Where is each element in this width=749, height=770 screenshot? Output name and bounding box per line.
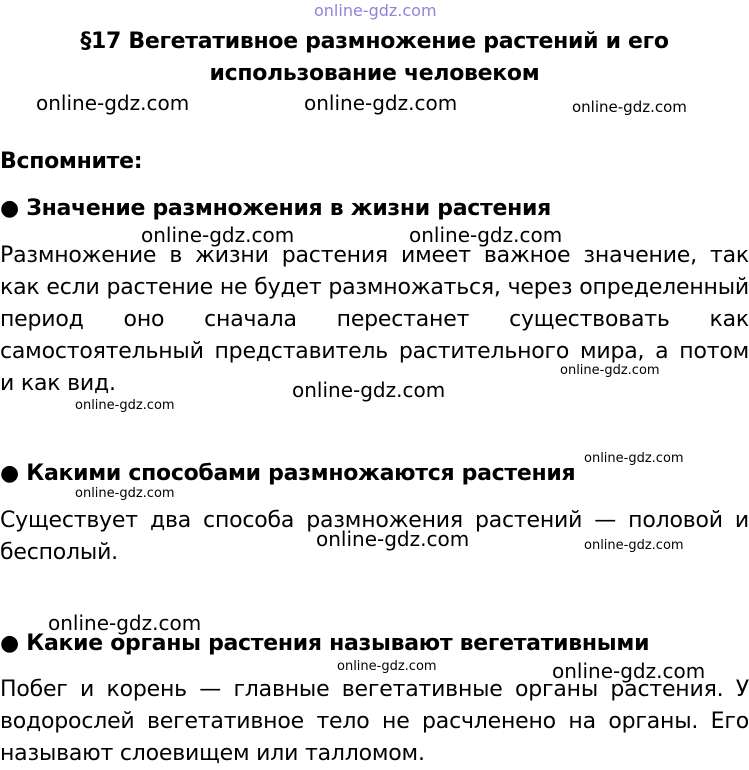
watermark: online-gdz.com xyxy=(552,659,706,683)
watermark: online-gdz.com xyxy=(572,98,687,116)
question-answer: Размножение в жизни растения имеет важное значение, так как если растение не будет размножаться, через определенный период оно сначала перестанет существовать как самостоятельный представитель растительного мира, а потом и как вид. xyxy=(0,243,749,396)
watermark: online-gdz.com xyxy=(48,611,202,635)
watermark: online-gdz.com xyxy=(36,91,190,115)
watermark: online-gdz.com xyxy=(75,398,175,413)
watermark: online-gdz.com xyxy=(292,378,446,402)
section-label: Вспомните: xyxy=(0,149,143,174)
question-heading: ● Какими способами размножаются растения xyxy=(0,461,576,486)
question-heading: ● Значение размножения в жизни растения xyxy=(0,196,551,221)
watermark: online-gdz.com xyxy=(584,538,684,553)
top-watermark: online-gdz.com xyxy=(314,1,437,20)
watermark: online-gdz.com xyxy=(409,223,563,247)
page-title: §17 Вегетативное размножение растений и его использование человеком xyxy=(80,29,669,86)
watermark: online-gdz.com xyxy=(337,659,437,674)
watermark: online-gdz.com xyxy=(75,486,175,501)
watermark: online-gdz.com xyxy=(141,223,295,247)
watermark: online-gdz.com xyxy=(560,363,660,378)
question-answer: Существует два способа размножения растений — половой и бесполый. xyxy=(0,508,749,565)
question-answer: Побег и корень — главные вегетативные органы растения. У водорослей вегетативное тело не расчленено на органы. Его называют слоевищем или талломом. xyxy=(0,677,749,766)
watermark: online-gdz.com xyxy=(316,527,470,551)
watermark: online-gdz.com xyxy=(304,91,458,115)
question-heading: ● Какие органы растения называют вегетативными xyxy=(0,631,650,656)
watermark: online-gdz.com xyxy=(584,451,684,466)
